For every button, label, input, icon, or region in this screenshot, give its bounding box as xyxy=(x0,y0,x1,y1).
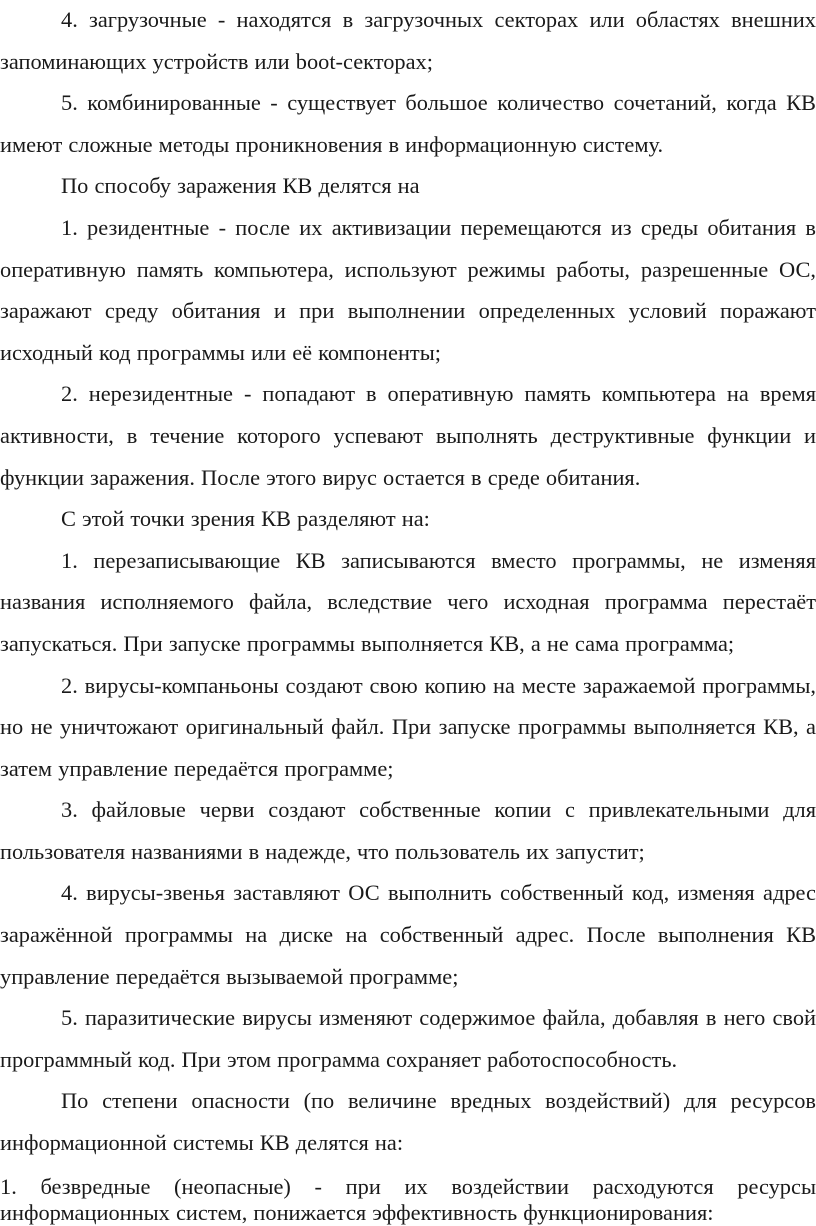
paragraph-file-worms: 3. файловые черви создают собственные копии с привлекательными для пользователя названиями в надежде, что пользователь их запустит; xyxy=(0,797,816,864)
last-paragraph-wrapper xyxy=(0,1174,816,1226)
paragraph-link-viruses: 4. вирусы-звенья заставляют ОС выполнить собственный код, изменяя адрес заражённой программы на диске на собственный адрес. После выполнения КВ управление передаётся вызываемой программе; xyxy=(0,880,816,989)
paragraph-infection-method-heading: По способу заражения КВ делятся на xyxy=(61,173,420,199)
paragraph-companion-viruses: 2. вирусы-компаньоны создают свою копию на месте заражаемой программы, но не уничтожают оригинальный файл. При запуске программы выполняется КВ, а затем управление передаётся программе; xyxy=(0,672,816,781)
paragraph-classification-heading: С этой точки зрения КВ разделяют на: xyxy=(61,506,430,532)
paragraph-parasitic-viruses: 5. паразитические вирусы изменяют содержимое файла, добавляя в него свой программный код. При этом программа сохраняет работоспособность. xyxy=(0,1005,816,1072)
paragraph-boot-viruses: 4. загрузочные - находятся в загрузочных секторах или областях внешних запоминающих устройств или boot-секторах; xyxy=(0,7,816,74)
paragraph-nonresident-viruses: 2. нерезидентные - попадают в оперативную память компьютера на время активности, в течение которого успевают выполнять деструктивные функции и функции заражения. После этого вирус остается в среде обитания. xyxy=(0,381,816,490)
paragraph-combined-viruses: 5. комбинированные - существует большое количество сочетаний, когда КВ имеют сложные методы проникновения в информационную систему. xyxy=(0,90,816,157)
paragraph-harmless-viruses: 1. безвредные (неопасные) - при их воздействии расходуются ресурсы информационных систем, понижается эффективность функционирования: xyxy=(0,1173,816,1225)
paragraph-overwriting-viruses: 1. перезаписывающие КВ записываются вместо программы, не изменяя названия исполняемого файла, вследствие чего исходная программа перестаёт запускаться. При запуске программы выполняется КВ, а не сама программа; xyxy=(0,547,816,656)
paragraph-danger-level-heading: По степени опасности (по величине вредных воздействий) для ресурсов информационной системы КВ делятся на: xyxy=(0,1088,816,1156)
paragraph-resident-viruses: 1. резидентные - после их активизации перемещаются из среды обитания в оперативную память компьютера, используют режимы работы, разрешенные ОС, заражают среду обитания и при выполнении определенных условий поражают исходный код программы или её компоненты; xyxy=(0,214,816,365)
